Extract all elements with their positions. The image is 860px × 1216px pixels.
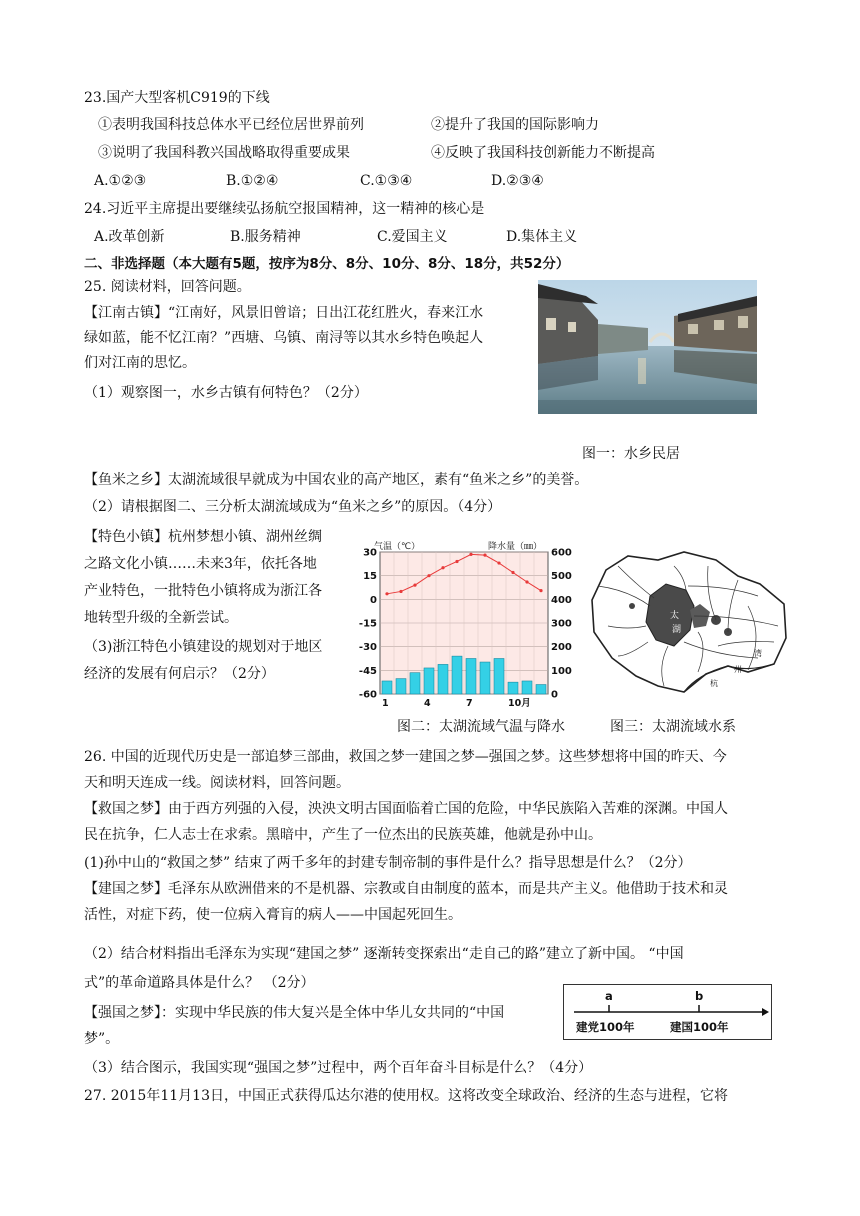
temperature-point xyxy=(399,590,402,593)
q26-sub-question-3: （3）结合图示，我国实现“强国之梦”过程中，两个百年奋斗目标是什么？（4分） xyxy=(84,1060,593,1076)
q26-line-1: 26. 中国的近现代历史是一部追梦三部曲，救国之梦一建国之梦—强国之梦。这些梦想将中国的昨天、今 xyxy=(84,749,727,765)
timeline-label-party-centenary: 建党100年 xyxy=(576,1020,635,1034)
q26-line-11: 梦”。 xyxy=(84,1031,120,1047)
temperature-point xyxy=(511,571,514,574)
map-label-wan: 湾 xyxy=(754,649,762,658)
q25-sub-question-2: （2）请根据图二、三分析太湖流域成为“鱼米之乡”的原因。（4分） xyxy=(84,499,502,515)
right-axis-label: 降水量（㎜） xyxy=(488,542,543,552)
q25-material-1-line-3: 们对江南的思忆。 xyxy=(84,355,196,371)
q23-option-3: ③说明了我国科教兴国战略取得重要成果 xyxy=(98,145,350,161)
q25-material-3-line-2: 之路文化小镇……未来3年，依托各地 xyxy=(84,556,317,572)
q25-material-3-line-3: 产业特色，一批特色小镇将成为浙江各 xyxy=(84,583,322,599)
q25-sub-question-3-line-1: （3)浙江特色小镇建设的规划对于地区 xyxy=(84,639,323,655)
temperature-point xyxy=(385,592,388,595)
figure-1-caption: 图一：水乡民居 xyxy=(582,446,680,462)
left-tick-label: -15 xyxy=(358,618,377,630)
q24-stem: 24.习近平主席提出要继续弘扬航空报国精神，这一精神的核心是 xyxy=(84,201,485,217)
right-tick-label: 600 xyxy=(551,547,572,559)
left-tick-label: 30 xyxy=(363,547,377,559)
precipitation-bar xyxy=(508,682,518,694)
q26-line-7: 活性，对症下药，使一位病入膏肓的病人——中国起死回生。 xyxy=(84,907,462,923)
x-tick-label: 7 xyxy=(466,698,473,709)
q26-line-2: 天和明天连成一线。阅读材料，回答问题。 xyxy=(84,775,350,791)
q25-intro: 25. 阅读材料，回答问题。 xyxy=(84,279,251,295)
figure-2-caption: 图二：太湖流域气温与降水 xyxy=(397,719,565,735)
precipitation-bar xyxy=(536,685,546,694)
q25-material-3-line-1: 【特色小镇】杭州梦想小镇、湖州丝绸 xyxy=(84,529,322,545)
precipitation-bar xyxy=(452,656,462,694)
q26-sub-question-2: （2）结合材料指出毛泽东为实现“建国之梦” 逐渐转变探索出“走自己的路”建立了新中国。 “中国 xyxy=(84,946,684,962)
left-axis-label: 气温（℃） xyxy=(374,542,421,552)
q25-sub-question-1: （1）观察图一，水乡古镇有何特色？（2分） xyxy=(84,385,368,401)
q26-line-10: 【强国之梦】：实现中华民族的伟大复兴是全体中华儿女共同的“中国 xyxy=(84,1005,505,1021)
map-label-zhou: 州 xyxy=(734,665,742,674)
timeline-label-nation-centenary: 建国100年 xyxy=(670,1020,729,1034)
q23-stem: 23.国产大型客机C919的下线 xyxy=(84,90,270,106)
left-tick-label: 15 xyxy=(363,571,377,583)
temperature-point xyxy=(483,554,486,557)
q23-choice-b: B.①②④ xyxy=(226,173,279,189)
precipitation-bar xyxy=(396,679,406,694)
temperature-point xyxy=(455,560,458,563)
precipitation-bar xyxy=(522,681,532,694)
temperature-point xyxy=(469,553,472,556)
temperature-point xyxy=(441,566,444,569)
q25-material-1-line-1: 【江南古镇】“江南好，风景旧曾谙；日出江花红胜火，春来江水 xyxy=(84,305,484,321)
climate-chart xyxy=(352,540,578,710)
precipitation-bar xyxy=(494,659,504,695)
right-tick-label: 300 xyxy=(551,618,572,630)
temperature-point xyxy=(525,580,528,583)
right-tick-label: 0 xyxy=(551,689,558,701)
right-tick-label: 200 xyxy=(551,642,572,654)
q23-option-1: ①表明我国科技总体水平已经位居世界前列 xyxy=(98,117,364,133)
q23-option-4: ④反映了我国科技创新能力不断提高 xyxy=(431,145,655,161)
right-tick-label: 100 xyxy=(551,665,572,677)
temperature-point xyxy=(427,574,430,577)
temperature-point xyxy=(497,561,500,564)
map-label-hang: 杭 xyxy=(710,679,718,688)
q24-choice-a: A.改革创新 xyxy=(94,229,165,245)
left-tick-label: -30 xyxy=(358,642,377,654)
q27-line-1: 27. 2015年11月13日，中国正式获得瓜达尔港的使用权。这将改变全球政治、经济的生态与进程，它将 xyxy=(84,1088,728,1104)
precipitation-bar xyxy=(424,668,434,694)
x-tick-label: 1 xyxy=(382,698,389,709)
temperature-point xyxy=(539,589,542,592)
x-tick-label: 10月 xyxy=(508,698,531,709)
q25-material-3-line-4: 地转型升级的全新尝试。 xyxy=(84,610,238,626)
x-tick-label: 4 xyxy=(424,698,431,709)
q26-line-9: 式”的革命道路具体是什么？ （2分） xyxy=(84,975,315,991)
left-tick-label: 0 xyxy=(370,594,377,606)
section-two-heading: 二、非选择题（本大题有5题，按序为8分、8分、10分、8分、18分，共52分） xyxy=(84,256,570,272)
q24-choice-b: B.服务精神 xyxy=(230,229,301,245)
timeline-point-b: b xyxy=(695,989,704,1003)
q24-choice-c: C.爱国主义 xyxy=(377,229,448,245)
q23-option-2: ②提升了我国的国际影响力 xyxy=(431,117,599,133)
left-tick-label: -60 xyxy=(358,689,377,701)
q23-choice-a: A.①②③ xyxy=(94,173,147,189)
precipitation-bar xyxy=(466,659,476,695)
temperature-point xyxy=(413,584,416,587)
precipitation-bar xyxy=(480,662,490,694)
map-label-tai: 太 xyxy=(670,611,680,621)
water-town-photo xyxy=(538,280,757,414)
timeline-point-a: a xyxy=(605,989,613,1003)
precipitation-bar xyxy=(410,673,420,694)
centenary-timeline xyxy=(563,984,772,1040)
figure-3-caption: 图三：太湖流域水系 xyxy=(610,719,736,735)
q26-sub-question-1: (1)孙中山的“救国之梦” 结束了两千多年的封建专制帝制的事件是什么？指导思想是什么？（2分） xyxy=(84,855,692,871)
q26-line-6: 【建国之梦】毛泽东从欧洲借来的不是机器、宗教或自由制度的蓝本，而是共产主义。他借助于技术和灵 xyxy=(84,881,728,897)
precipitation-bar xyxy=(438,664,448,694)
taihu-water-system-map xyxy=(588,546,788,698)
q23-choice-d: D.②③④ xyxy=(491,173,544,189)
q25-material-1-line-2: 绿如蓝，能不忆江南？”西塘、乌镇、南浔等以其水乡特色唤起人 xyxy=(84,330,484,346)
q23-choice-c: C.①③④ xyxy=(360,173,413,189)
precipitation-bar xyxy=(382,681,392,694)
left-tick-label: -45 xyxy=(358,665,377,677)
right-tick-label: 500 xyxy=(551,571,572,583)
map-label-hu: 湖 xyxy=(672,625,682,635)
q24-choice-d: D.集体主义 xyxy=(506,229,578,245)
right-tick-label: 400 xyxy=(551,594,572,606)
q26-line-4: 民在抗争，仁人志士在求索。黑暗中，产生了一位杰出的民族英雄，他就是孙中山。 xyxy=(84,827,602,843)
q25-sub-question-3-line-2: 经济的发展有何启示？（2分） xyxy=(84,666,275,682)
q26-line-3: 【救国之梦】由于西方列强的入侵，泱泱文明古国面临着亡国的危险，中华民族陷入苦难的深渊。中国人 xyxy=(84,801,728,817)
q25-material-2: 【鱼米之乡】太湖流域很早就成为中国农业的高产地区，素有“鱼米之乡”的美誉。 xyxy=(84,472,589,488)
